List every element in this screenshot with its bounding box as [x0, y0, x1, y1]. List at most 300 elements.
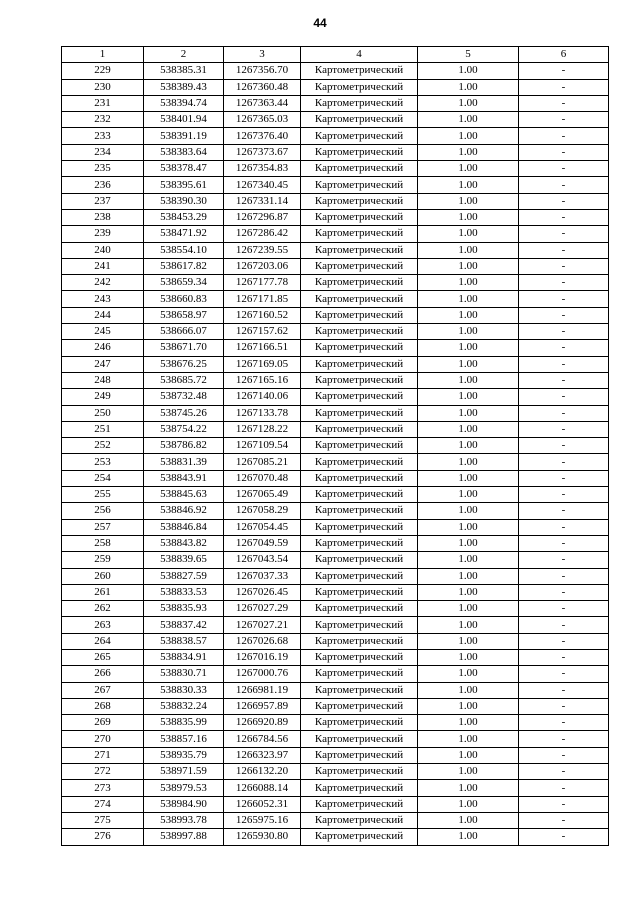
point-number-cell: 259 — [62, 552, 144, 568]
y-coordinate-cell: 1266088.14 — [224, 780, 301, 796]
point-number-cell: 247 — [62, 356, 144, 372]
description-cell: - — [519, 698, 609, 714]
x-coordinate-cell: 538846.84 — [144, 519, 224, 535]
method-cell: Картометрический — [301, 649, 418, 665]
table-row — [62, 552, 609, 568]
method-cell: Картометрический — [301, 389, 418, 405]
description-cell: - — [519, 601, 609, 617]
method-cell: Картометрический — [301, 112, 418, 128]
y-coordinate-cell: 1267239.55 — [224, 242, 301, 258]
point-number-cell: 265 — [62, 649, 144, 665]
column-header: 6 — [519, 47, 609, 63]
table-row — [62, 470, 609, 486]
point-number-cell: 252 — [62, 438, 144, 454]
description-cell: - — [519, 682, 609, 698]
point-number-cell: 241 — [62, 258, 144, 274]
y-coordinate-cell: 1267356.70 — [224, 63, 301, 79]
table-row — [62, 258, 609, 274]
x-coordinate-cell: 538732.48 — [144, 389, 224, 405]
accuracy-cell: 1.00 — [418, 389, 519, 405]
y-coordinate-cell: 1265975.16 — [224, 812, 301, 828]
y-coordinate-cell: 1266784.56 — [224, 731, 301, 747]
x-coordinate-cell: 538617.82 — [144, 258, 224, 274]
y-coordinate-cell: 1267354.83 — [224, 161, 301, 177]
table-row — [62, 307, 609, 323]
accuracy-cell: 1.00 — [418, 275, 519, 291]
accuracy-cell: 1.00 — [418, 95, 519, 111]
point-number-cell: 237 — [62, 193, 144, 209]
accuracy-cell: 1.00 — [418, 617, 519, 633]
coordinates-table — [61, 46, 609, 846]
table-row — [62, 568, 609, 584]
column-header: 3 — [224, 47, 301, 63]
description-cell: - — [519, 95, 609, 111]
description-cell: - — [519, 63, 609, 79]
x-coordinate-cell: 538833.53 — [144, 584, 224, 600]
method-cell: Картометрический — [301, 454, 418, 470]
x-coordinate-cell: 538754.22 — [144, 421, 224, 437]
point-number-cell: 246 — [62, 340, 144, 356]
x-coordinate-cell: 538830.33 — [144, 682, 224, 698]
point-number-cell: 258 — [62, 535, 144, 551]
table-row — [62, 601, 609, 617]
page-number: 44 — [313, 16, 327, 30]
description-cell: - — [519, 666, 609, 682]
method-cell: Картометрический — [301, 682, 418, 698]
point-number-cell: 269 — [62, 715, 144, 731]
method-cell: Картометрический — [301, 633, 418, 649]
description-cell: - — [519, 617, 609, 633]
accuracy-cell: 1.00 — [418, 128, 519, 144]
column-header: 4 — [301, 47, 418, 63]
accuracy-cell: 1.00 — [418, 568, 519, 584]
x-coordinate-cell: 538389.43 — [144, 79, 224, 95]
method-cell: Картометрический — [301, 438, 418, 454]
table-row — [62, 519, 609, 535]
description-cell: - — [519, 356, 609, 372]
point-number-cell: 243 — [62, 291, 144, 307]
table-row — [62, 731, 609, 747]
accuracy-cell: 1.00 — [418, 63, 519, 79]
method-cell: Картометрический — [301, 324, 418, 340]
accuracy-cell: 1.00 — [418, 258, 519, 274]
point-number-cell: 268 — [62, 698, 144, 714]
x-coordinate-cell: 538676.25 — [144, 356, 224, 372]
x-coordinate-cell: 538843.91 — [144, 470, 224, 486]
description-cell: - — [519, 649, 609, 665]
point-number-cell: 260 — [62, 568, 144, 584]
accuracy-cell: 1.00 — [418, 780, 519, 796]
accuracy-cell: 1.00 — [418, 193, 519, 209]
method-cell: Картометрический — [301, 715, 418, 731]
method-cell: Картометрический — [301, 666, 418, 682]
table-row — [62, 812, 609, 828]
accuracy-cell: 1.00 — [418, 226, 519, 242]
x-coordinate-cell: 538843.82 — [144, 535, 224, 551]
point-number-cell: 248 — [62, 372, 144, 388]
accuracy-cell: 1.00 — [418, 698, 519, 714]
method-cell: Картометрический — [301, 144, 418, 160]
method-cell: Картометрический — [301, 568, 418, 584]
method-cell: Картометрический — [301, 291, 418, 307]
x-coordinate-cell: 538834.91 — [144, 649, 224, 665]
description-cell: - — [519, 209, 609, 225]
table-row — [62, 389, 609, 405]
table-row — [62, 144, 609, 160]
y-coordinate-cell: 1267171.85 — [224, 291, 301, 307]
x-coordinate-cell: 538786.82 — [144, 438, 224, 454]
y-coordinate-cell: 1265930.80 — [224, 829, 301, 845]
y-coordinate-cell: 1266323.97 — [224, 747, 301, 763]
point-number-cell: 274 — [62, 796, 144, 812]
y-coordinate-cell: 1267140.06 — [224, 389, 301, 405]
y-coordinate-cell: 1267373.67 — [224, 144, 301, 160]
description-cell: - — [519, 568, 609, 584]
point-number-cell: 275 — [62, 812, 144, 828]
description-cell: - — [519, 503, 609, 519]
accuracy-cell: 1.00 — [418, 79, 519, 95]
table-row — [62, 95, 609, 111]
accuracy-cell: 1.00 — [418, 552, 519, 568]
accuracy-cell: 1.00 — [418, 633, 519, 649]
table-row — [62, 454, 609, 470]
y-coordinate-cell: 1267331.14 — [224, 193, 301, 209]
x-coordinate-cell: 538838.57 — [144, 633, 224, 649]
x-coordinate-cell: 538394.74 — [144, 95, 224, 111]
method-cell: Картометрический — [301, 193, 418, 209]
description-cell: - — [519, 372, 609, 388]
table-row — [62, 356, 609, 372]
y-coordinate-cell: 1267160.52 — [224, 307, 301, 323]
y-coordinate-cell: 1267054.45 — [224, 519, 301, 535]
method-cell: Картометрический — [301, 307, 418, 323]
table-row — [62, 649, 609, 665]
table-row — [62, 128, 609, 144]
accuracy-cell: 1.00 — [418, 307, 519, 323]
table-body — [62, 63, 609, 845]
accuracy-cell: 1.00 — [418, 372, 519, 388]
description-cell: - — [519, 633, 609, 649]
method-cell: Картометрический — [301, 128, 418, 144]
x-coordinate-cell: 538846.92 — [144, 503, 224, 519]
method-cell: Картометрический — [301, 519, 418, 535]
x-coordinate-cell: 538658.97 — [144, 307, 224, 323]
y-coordinate-cell: 1267203.06 — [224, 258, 301, 274]
y-coordinate-cell: 1267340.45 — [224, 177, 301, 193]
table-row — [62, 796, 609, 812]
description-cell: - — [519, 715, 609, 731]
y-coordinate-cell: 1267169.05 — [224, 356, 301, 372]
accuracy-cell: 1.00 — [418, 584, 519, 600]
method-cell: Картометрический — [301, 470, 418, 486]
method-cell: Картометрический — [301, 584, 418, 600]
point-number-cell: 242 — [62, 275, 144, 291]
accuracy-cell: 1.00 — [418, 356, 519, 372]
x-coordinate-cell: 538830.71 — [144, 666, 224, 682]
description-cell: - — [519, 242, 609, 258]
y-coordinate-cell: 1267360.48 — [224, 79, 301, 95]
x-coordinate-cell: 538857.16 — [144, 731, 224, 747]
table-row — [62, 177, 609, 193]
x-coordinate-cell: 538745.26 — [144, 405, 224, 421]
point-number-cell: 233 — [62, 128, 144, 144]
method-cell: Картометрический — [301, 209, 418, 225]
accuracy-cell: 1.00 — [418, 421, 519, 437]
method-cell: Картометрический — [301, 829, 418, 845]
table-row — [62, 405, 609, 421]
table-row — [62, 633, 609, 649]
accuracy-cell: 1.00 — [418, 161, 519, 177]
y-coordinate-cell: 1267365.03 — [224, 112, 301, 128]
point-number-cell: 250 — [62, 405, 144, 421]
point-number-cell: 229 — [62, 63, 144, 79]
x-coordinate-cell: 538832.24 — [144, 698, 224, 714]
x-coordinate-cell: 538471.92 — [144, 226, 224, 242]
x-coordinate-cell: 538385.31 — [144, 63, 224, 79]
description-cell: - — [519, 470, 609, 486]
description-cell: - — [519, 112, 609, 128]
y-coordinate-cell: 1266957.89 — [224, 698, 301, 714]
description-cell: - — [519, 128, 609, 144]
table-row — [62, 421, 609, 437]
method-cell: Картометрический — [301, 503, 418, 519]
x-coordinate-cell: 538383.64 — [144, 144, 224, 160]
point-number-cell: 262 — [62, 601, 144, 617]
table-row — [62, 698, 609, 714]
method-cell: Картометрический — [301, 731, 418, 747]
accuracy-cell: 1.00 — [418, 649, 519, 665]
column-header: 1 — [62, 47, 144, 63]
method-cell: Картометрический — [301, 535, 418, 551]
x-coordinate-cell: 538659.34 — [144, 275, 224, 291]
accuracy-cell: 1.00 — [418, 177, 519, 193]
description-cell: - — [519, 340, 609, 356]
accuracy-cell: 1.00 — [418, 144, 519, 160]
point-number-cell: 256 — [62, 503, 144, 519]
point-number-cell: 254 — [62, 470, 144, 486]
x-coordinate-cell: 538827.59 — [144, 568, 224, 584]
description-cell: - — [519, 487, 609, 503]
point-number-cell: 251 — [62, 421, 144, 437]
y-coordinate-cell: 1267058.29 — [224, 503, 301, 519]
x-coordinate-cell: 538979.53 — [144, 780, 224, 796]
y-coordinate-cell: 1266920.89 — [224, 715, 301, 731]
accuracy-cell: 1.00 — [418, 601, 519, 617]
y-coordinate-cell: 1267000.76 — [224, 666, 301, 682]
point-number-cell: 253 — [62, 454, 144, 470]
accuracy-cell: 1.00 — [418, 682, 519, 698]
y-coordinate-cell: 1267286.42 — [224, 226, 301, 242]
column-header: 2 — [144, 47, 224, 63]
point-number-cell: 255 — [62, 487, 144, 503]
method-cell: Картометрический — [301, 258, 418, 274]
column-header: 5 — [418, 47, 519, 63]
table-row — [62, 79, 609, 95]
table-row — [62, 63, 609, 79]
description-cell: - — [519, 780, 609, 796]
description-cell: - — [519, 731, 609, 747]
x-coordinate-cell: 538554.10 — [144, 242, 224, 258]
accuracy-cell: 1.00 — [418, 747, 519, 763]
method-cell: Картометрический — [301, 812, 418, 828]
accuracy-cell: 1.00 — [418, 503, 519, 519]
method-cell: Картометрический — [301, 796, 418, 812]
point-number-cell: 271 — [62, 747, 144, 763]
x-coordinate-cell: 538993.78 — [144, 812, 224, 828]
method-cell: Картометрический — [301, 421, 418, 437]
method-cell: Картометрический — [301, 487, 418, 503]
y-coordinate-cell: 1267016.19 — [224, 649, 301, 665]
point-number-cell: 273 — [62, 780, 144, 796]
point-number-cell: 234 — [62, 144, 144, 160]
method-cell: Картометрический — [301, 161, 418, 177]
x-coordinate-cell: 538671.70 — [144, 340, 224, 356]
y-coordinate-cell: 1266052.31 — [224, 796, 301, 812]
y-coordinate-cell: 1267027.29 — [224, 601, 301, 617]
method-cell: Картометрический — [301, 356, 418, 372]
accuracy-cell: 1.00 — [418, 470, 519, 486]
table-row — [62, 666, 609, 682]
y-coordinate-cell: 1267085.21 — [224, 454, 301, 470]
x-coordinate-cell: 538837.42 — [144, 617, 224, 633]
table-row — [62, 438, 609, 454]
point-number-cell: 267 — [62, 682, 144, 698]
y-coordinate-cell: 1267296.87 — [224, 209, 301, 225]
x-coordinate-cell: 538984.90 — [144, 796, 224, 812]
table-row — [62, 682, 609, 698]
description-cell: - — [519, 552, 609, 568]
method-cell: Картометрический — [301, 601, 418, 617]
x-coordinate-cell: 538666.07 — [144, 324, 224, 340]
point-number-cell: 270 — [62, 731, 144, 747]
point-number-cell: 238 — [62, 209, 144, 225]
y-coordinate-cell: 1267363.44 — [224, 95, 301, 111]
method-cell: Картометрический — [301, 372, 418, 388]
description-cell: - — [519, 454, 609, 470]
x-coordinate-cell: 538391.19 — [144, 128, 224, 144]
point-number-cell: 257 — [62, 519, 144, 535]
point-number-cell: 240 — [62, 242, 144, 258]
table-row — [62, 161, 609, 177]
accuracy-cell: 1.00 — [418, 731, 519, 747]
description-cell: - — [519, 275, 609, 291]
accuracy-cell: 1.00 — [418, 324, 519, 340]
method-cell: Картометрический — [301, 698, 418, 714]
x-coordinate-cell: 538831.39 — [144, 454, 224, 470]
x-coordinate-cell: 538660.83 — [144, 291, 224, 307]
point-number-cell: 231 — [62, 95, 144, 111]
method-cell: Картометрический — [301, 226, 418, 242]
method-cell: Картометрический — [301, 552, 418, 568]
description-cell: - — [519, 535, 609, 551]
table-row — [62, 764, 609, 780]
table-header-row — [62, 47, 609, 63]
point-number-cell: 230 — [62, 79, 144, 95]
table-row — [62, 275, 609, 291]
x-coordinate-cell: 538935.79 — [144, 747, 224, 763]
method-cell: Картометрический — [301, 340, 418, 356]
accuracy-cell: 1.00 — [418, 242, 519, 258]
table-row — [62, 503, 609, 519]
x-coordinate-cell: 538685.72 — [144, 372, 224, 388]
point-number-cell: 235 — [62, 161, 144, 177]
accuracy-cell: 1.00 — [418, 796, 519, 812]
method-cell: Картометрический — [301, 747, 418, 763]
point-number-cell: 264 — [62, 633, 144, 649]
accuracy-cell: 1.00 — [418, 405, 519, 421]
y-coordinate-cell: 1267070.48 — [224, 470, 301, 486]
x-coordinate-cell: 538390.30 — [144, 193, 224, 209]
y-coordinate-cell: 1267026.45 — [224, 584, 301, 600]
x-coordinate-cell: 538453.29 — [144, 209, 224, 225]
description-cell: - — [519, 764, 609, 780]
method-cell: Картометрический — [301, 780, 418, 796]
description-cell: - — [519, 584, 609, 600]
method-cell: Картометрический — [301, 405, 418, 421]
table-row — [62, 715, 609, 731]
table-row — [62, 780, 609, 796]
accuracy-cell: 1.00 — [418, 535, 519, 551]
y-coordinate-cell: 1267165.16 — [224, 372, 301, 388]
point-number-cell: 276 — [62, 829, 144, 845]
method-cell: Картометрический — [301, 617, 418, 633]
y-coordinate-cell: 1267109.54 — [224, 438, 301, 454]
table-row — [62, 291, 609, 307]
description-cell: - — [519, 177, 609, 193]
method-cell: Картометрический — [301, 95, 418, 111]
x-coordinate-cell: 538839.65 — [144, 552, 224, 568]
y-coordinate-cell: 1267376.40 — [224, 128, 301, 144]
point-number-cell: 266 — [62, 666, 144, 682]
accuracy-cell: 1.00 — [418, 291, 519, 307]
table-row — [62, 535, 609, 551]
y-coordinate-cell: 1266132.20 — [224, 764, 301, 780]
y-coordinate-cell: 1267027.21 — [224, 617, 301, 633]
description-cell: - — [519, 193, 609, 209]
point-number-cell: 236 — [62, 177, 144, 193]
y-coordinate-cell: 1267065.49 — [224, 487, 301, 503]
accuracy-cell: 1.00 — [418, 438, 519, 454]
description-cell: - — [519, 144, 609, 160]
method-cell: Картометрический — [301, 275, 418, 291]
accuracy-cell: 1.00 — [418, 666, 519, 682]
point-number-cell: 244 — [62, 307, 144, 323]
description-cell: - — [519, 161, 609, 177]
x-coordinate-cell: 538401.94 — [144, 112, 224, 128]
table-row — [62, 617, 609, 633]
table-row — [62, 112, 609, 128]
accuracy-cell: 1.00 — [418, 715, 519, 731]
description-cell: - — [519, 291, 609, 307]
table-row — [62, 584, 609, 600]
x-coordinate-cell: 538971.59 — [144, 764, 224, 780]
description-cell: - — [519, 389, 609, 405]
table-row — [62, 340, 609, 356]
x-coordinate-cell: 538845.63 — [144, 487, 224, 503]
table-row — [62, 829, 609, 845]
accuracy-cell: 1.00 — [418, 112, 519, 128]
method-cell: Картометрический — [301, 764, 418, 780]
point-number-cell: 263 — [62, 617, 144, 633]
y-coordinate-cell: 1267157.62 — [224, 324, 301, 340]
table-row — [62, 226, 609, 242]
accuracy-cell: 1.00 — [418, 340, 519, 356]
accuracy-cell: 1.00 — [418, 487, 519, 503]
y-coordinate-cell: 1267177.78 — [224, 275, 301, 291]
table-row — [62, 487, 609, 503]
method-cell: Картометрический — [301, 79, 418, 95]
description-cell: - — [519, 421, 609, 437]
